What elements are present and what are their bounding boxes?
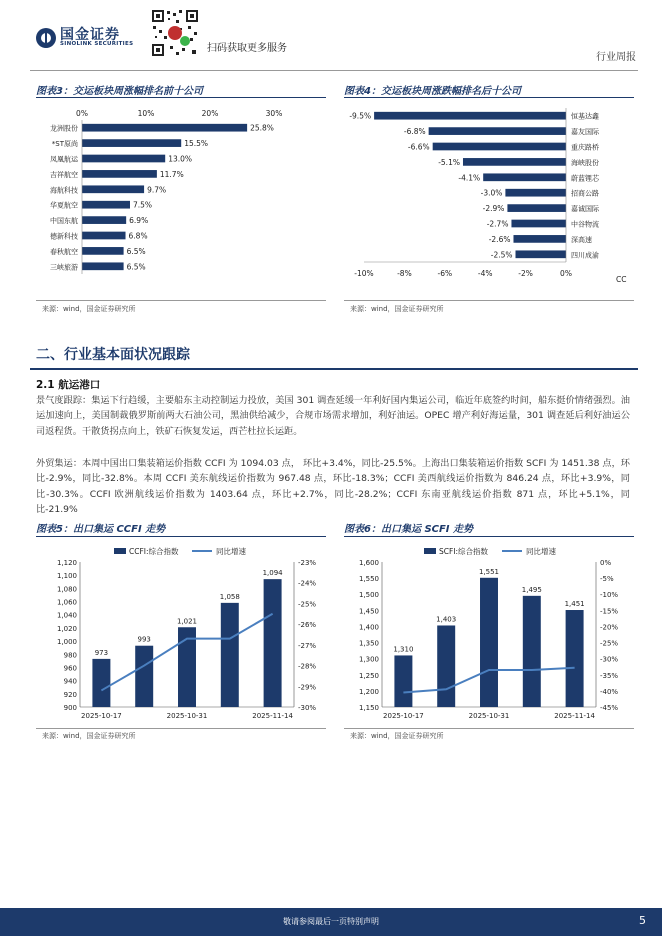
- bar-value-label: -2.5%: [490, 250, 513, 260]
- bar: [82, 124, 247, 132]
- page-number: 5: [639, 914, 646, 927]
- x-tick-label: 2025-10-17: [81, 712, 122, 720]
- category-label: 华夏航空: [50, 201, 78, 210]
- fig5-bottom-rule: [36, 728, 326, 729]
- bar-value-label: -2.9%: [482, 204, 505, 214]
- x-tick-label: 2025-10-17: [383, 712, 424, 720]
- bar-value-label: 6.5%: [126, 262, 146, 272]
- bar: [483, 173, 566, 181]
- legend-swatch-bar: [424, 548, 436, 554]
- category-label: 重庆路桥: [571, 143, 599, 152]
- bar-value-label: 7.5%: [133, 200, 153, 210]
- bar-value-label: -4.1%: [458, 173, 481, 183]
- y-tick-label-right: -10%: [600, 591, 619, 600]
- y-tick-label-left: 1,060: [56, 598, 77, 607]
- x-tick-label: -6%: [437, 269, 453, 278]
- section-title: 二、行业基本面状况跟踪: [36, 347, 190, 363]
- bar: [511, 220, 566, 228]
- fig6-chart: [344, 540, 636, 722]
- y-tick-label-right: -25%: [298, 600, 317, 609]
- fig3-source: 来源：wind，国金证券研究所: [42, 305, 136, 313]
- category-label: 春秋航空: [50, 247, 78, 256]
- bar-value-label: 1,094: [262, 569, 283, 578]
- legend-label: 同比增速: [216, 547, 246, 556]
- fig6-title: 图表6：出口集运 SCFI 走势: [344, 524, 474, 535]
- category-label: 吉祥航空: [50, 170, 78, 179]
- paragraph-outlook: 景气度跟踪：集运下行趋缓，主要船东主动控制运力投放，美国 301 调查延缓一年利好国内集运公司，临近年底签约时间，船东挺价情绪强烈。油运加速向上，美国制裁俄罗斯前两大石油公司，黑油供给减少，合规市场需求增加，利好油运。OPEC 增产利好海运量，301 调查延后利好油运公司返程货。干散货拐点向上，铁矿石恢复发运，西芒杜拉长运距。: [36, 395, 630, 437]
- bar: [92, 659, 110, 707]
- x-tick-label: -8%: [397, 269, 412, 278]
- fig6-bottom-rule: [344, 728, 634, 729]
- bar-value-label: -5.1%: [438, 157, 460, 167]
- category-label: 中国东航: [50, 217, 78, 226]
- bar: [135, 646, 153, 707]
- y-tick-label-left: 1,040: [56, 611, 77, 620]
- legend-swatch-bar: [114, 548, 126, 554]
- category-label: 三峡旅游: [50, 263, 78, 272]
- bar-value-label: 6.9%: [129, 216, 149, 226]
- bar-value-label: 993: [137, 635, 151, 644]
- report-type-label: 行业周报: [596, 52, 636, 63]
- y-tick-label-left: 1,300: [358, 655, 379, 664]
- paragraph-container-freight: 外贸集运：本周中国出口集装箱运价指数 CCFI 为 1094.03 点， 环比+3.4%，同比-25.5%。上海出口集装箱运价指数 SCFI 为 1451.38 点，环比-2.9%，同比-32.8%。本周 CCFI 美东航线运价指数为 967.48 点，环比-18.3%；CCFI 美西航线运价指数为 846.24 点，环比+3.9%，同比-30.3%。CCFI 欧洲航线运价指数为 1403.64 点，环比+2.7%，同比-28.2%；CCFI 东南亚航线运价指数 871 点，环比+5.1%，同比-21.9%: [36, 458, 630, 516]
- fig6-source: 来源：wind，国金证券研究所: [350, 732, 444, 740]
- bar-value-label: 1,021: [176, 617, 198, 626]
- bar-value-label: 11.7%: [159, 169, 184, 179]
- y-tick-label-right: -20%: [600, 623, 619, 632]
- bar-value-label: 973: [94, 648, 109, 657]
- y-tick-label-right: -23%: [298, 559, 317, 567]
- bar: [82, 155, 165, 163]
- y-tick-label-left: 1,080: [56, 585, 77, 594]
- category-label: 海航科技: [50, 186, 78, 195]
- fig3-chart: [36, 100, 326, 280]
- bar-value-label: -6.6%: [407, 142, 430, 152]
- y-tick-label-right: -35%: [600, 671, 619, 680]
- x-tick-label: 2025-11-14: [554, 712, 595, 720]
- category-label: 德新科技: [50, 232, 78, 241]
- y-tick-label-right: -28%: [298, 662, 317, 671]
- bar: [463, 158, 566, 166]
- y-tick-label-right: 0%: [600, 559, 612, 567]
- bar-value-label: 1,310: [393, 645, 414, 654]
- x-tick-label: -10%: [354, 269, 374, 278]
- bar: [516, 250, 567, 258]
- category-label: 龙洲股份: [50, 124, 78, 133]
- bar: [507, 204, 566, 212]
- y-tick-label-left: 1,120: [56, 559, 77, 567]
- legend-label: SCFI:综合指数: [439, 547, 489, 556]
- y-tick-label-left: 1,400: [358, 623, 379, 632]
- y-tick-label-left: 1,150: [358, 704, 379, 712]
- y-tick-label-right: -15%: [600, 607, 619, 616]
- y-tick-label-right: -27%: [298, 641, 317, 650]
- bar: [513, 235, 566, 243]
- category-label: 四川成渝: [571, 251, 599, 260]
- x-tick-label: -4%: [477, 269, 493, 278]
- fig4-source: 来源：wind，国金证券研究所: [350, 305, 444, 313]
- y-tick-label-right: -30%: [600, 655, 619, 664]
- fig4-bottom-rule: [344, 300, 634, 301]
- bar: [505, 189, 566, 197]
- bar-value-label: -9.5%: [349, 111, 372, 121]
- y-tick-label-right: -5%: [600, 575, 614, 584]
- fig4-title-rule: [344, 97, 634, 98]
- y-tick-label-left: 1,100: [56, 572, 77, 581]
- bar: [82, 247, 124, 255]
- y-tick-label-left: 920: [63, 690, 77, 699]
- bar: [82, 262, 124, 270]
- bar-value-label: 25.8%: [250, 123, 274, 133]
- logo-text-en: SINOLINK SECURITIES: [60, 41, 134, 47]
- y-tick-label-left: 1,450: [358, 607, 379, 616]
- bar: [82, 201, 130, 209]
- bar: [221, 603, 239, 707]
- sinolink-logo-icon: [35, 27, 57, 49]
- y-tick-label-right: -25%: [600, 639, 619, 648]
- bar-value-label: 1,551: [478, 567, 500, 576]
- y-tick-label-left: 1,200: [358, 687, 379, 696]
- category-label: 嘉诚国际: [571, 205, 599, 214]
- y-tick-label-left: 960: [63, 664, 77, 673]
- x-tick-label: 2025-10-31: [166, 712, 208, 720]
- fig5-chart: [36, 540, 328, 722]
- legend-label: 同比增速: [526, 547, 556, 556]
- category-label: *ST原尚: [51, 140, 78, 149]
- y-tick-label-left: 980: [63, 651, 77, 660]
- x-tick-label: 10%: [137, 109, 155, 118]
- y-tick-label-right: -30%: [298, 704, 317, 712]
- fig5-source: 来源：wind，国金证券研究所: [42, 732, 136, 740]
- fig4-title: 图表4：交运板块周涨跌幅排名后十公司: [344, 86, 521, 97]
- bar-value-label: -2.7%: [486, 219, 509, 229]
- bar: [374, 112, 566, 120]
- x-tick-label: 0%: [76, 109, 88, 118]
- section-rule: [30, 368, 638, 370]
- qr-caption: 扫码获取更多服务: [207, 43, 287, 54]
- y-tick-label-left: 900: [63, 704, 77, 712]
- bar: [82, 185, 144, 193]
- bar: [82, 139, 181, 147]
- y-tick-label-left: 1,550: [358, 575, 379, 584]
- y-tick-label-right: -24%: [298, 579, 317, 588]
- fig6-title-rule: [344, 536, 634, 537]
- category-label: 海峡股份: [571, 158, 599, 167]
- bar-value-label: -2.6%: [488, 234, 511, 244]
- bar-value-label: 6.8%: [128, 231, 148, 241]
- bar: [82, 216, 126, 224]
- bar: [429, 127, 566, 135]
- y-tick-label-left: 1,250: [358, 671, 379, 680]
- bar-value-label: -3.0%: [480, 188, 503, 198]
- y-tick-label-right: -26%: [298, 621, 317, 630]
- y-tick-label-left: 1,500: [358, 591, 379, 600]
- x-tick-label: 2025-10-31: [468, 712, 510, 720]
- category-label: 招商公路: [571, 189, 599, 198]
- x-tick-label: 0%: [560, 269, 572, 278]
- bar: [264, 579, 282, 707]
- subsection-title: 2.1 航运港口: [36, 379, 101, 391]
- bar-value-label: 1,451: [564, 600, 585, 609]
- bar-value-label: 13.0%: [168, 154, 193, 164]
- bar-value-label: -6.8%: [403, 127, 426, 137]
- extra-label: CC: [616, 275, 627, 284]
- bar: [523, 596, 541, 707]
- legend-label: CCFI:综合指数: [129, 547, 179, 556]
- bar: [437, 625, 455, 707]
- y-tick-label-left: 1,600: [358, 559, 379, 567]
- bar-value-label: 15.5%: [184, 139, 209, 149]
- fig3-bottom-rule: [36, 300, 326, 301]
- category-label: 嘉友国际: [571, 128, 599, 137]
- bar: [394, 655, 412, 707]
- fig5-title-rule: [36, 536, 326, 537]
- logo-text-cn: 国金证券: [60, 27, 120, 43]
- x-tick-label: -2%: [518, 269, 533, 278]
- y-tick-label-right: -40%: [600, 687, 619, 696]
- bar-value-label: 6.5%: [126, 246, 146, 256]
- x-tick-label: 20%: [201, 109, 219, 118]
- header-divider: [30, 70, 638, 71]
- fig5-title: 图表5：出口集运 CCFI 走势: [36, 524, 166, 535]
- y-tick-label-right: -45%: [600, 704, 619, 712]
- category-label: 恒基达鑫: [571, 112, 599, 121]
- bar: [433, 143, 566, 151]
- fig4-chart: [344, 100, 634, 290]
- footer-disclaimer: 敬请参阅最后一页特别声明: [283, 917, 379, 926]
- bar: [480, 578, 498, 707]
- category-label: 中谷物流: [571, 220, 599, 229]
- bar-value-label: 1,403: [436, 615, 457, 624]
- qr-code-icon[interactable]: [150, 8, 200, 58]
- y-tick-label-left: 1,000: [56, 638, 77, 647]
- bar: [82, 232, 126, 240]
- bar: [566, 610, 584, 707]
- bar-value-label: 1,495: [521, 585, 542, 594]
- x-tick-label: 2025-11-14: [252, 712, 293, 720]
- category-label: 凤凰航运: [50, 155, 78, 164]
- category-label: 蔚蓝锂芯: [571, 174, 599, 183]
- category-label: 深高速: [571, 235, 592, 244]
- bar: [82, 170, 157, 178]
- y-tick-label-left: 1,350: [358, 639, 379, 648]
- bar-value-label: 9.7%: [147, 185, 167, 195]
- fig3-title: 图表3：交运板块周涨幅排名前十公司: [36, 86, 203, 97]
- y-tick-label-left: 1,020: [56, 624, 77, 633]
- y-tick-label-right: -29%: [298, 683, 317, 692]
- fig3-title-rule: [36, 97, 326, 98]
- y-tick-label-left: 940: [63, 677, 77, 686]
- x-tick-label: 30%: [265, 109, 283, 118]
- bar-value-label: 1,058: [219, 592, 240, 601]
